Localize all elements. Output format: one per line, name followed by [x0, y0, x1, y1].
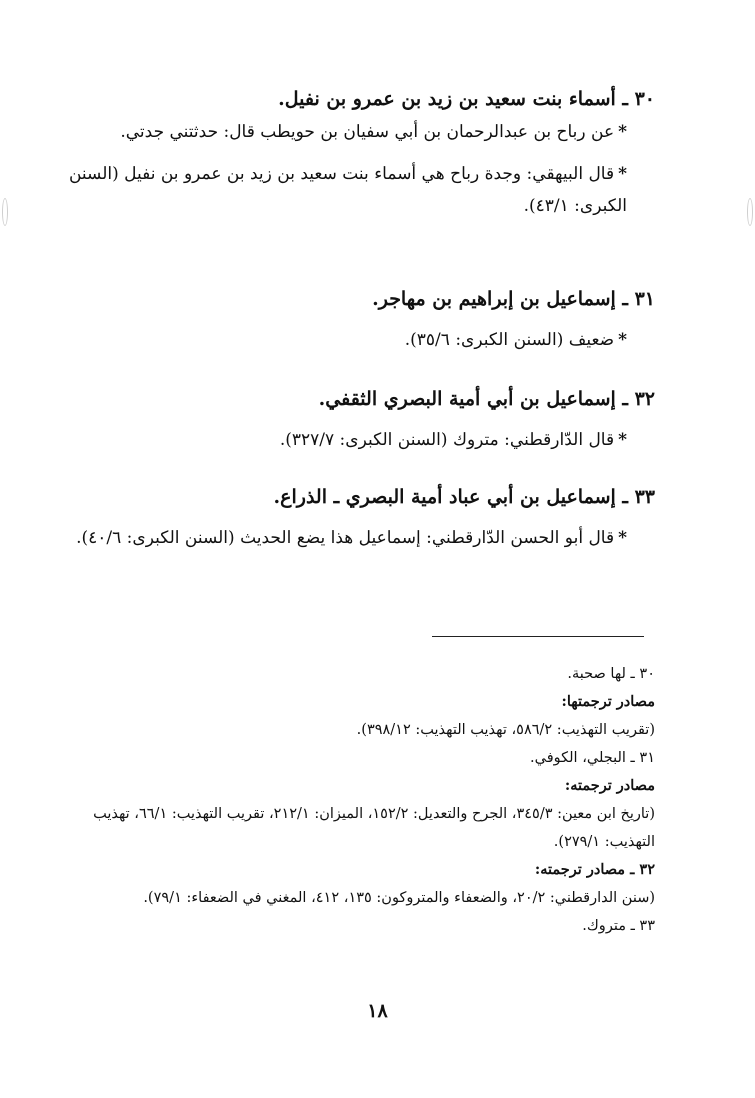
- entry-heading: ٣٠ ـ أسماء بنت سعيد بن زيد بن عمرو بن نفيل.: [278, 88, 655, 110]
- scan-edge-mark: [747, 198, 753, 226]
- footnote-line: ٣٠ ـ لها صحبة.: [567, 666, 655, 682]
- footnote-line: (تاريخ ابن معين: ٣٤٥/٣، الجرح والتعديل: ١٥٢/٢، الميزان: ٢١٢/١، تقريب التهذيب: ٦٦/١، تهذيب التهذيب: ٢٧٩/١).: [93, 806, 655, 850]
- paragraph-text: ضعيف (السنن الكبرى: ٣٥/٦).: [404, 330, 615, 350]
- entry-paragraph: [60, 324, 627, 356]
- entry-heading: ٣١ ـ إسماعيل بن إبراهيم بن مهاجر.: [372, 288, 655, 310]
- paragraph-text: قال الدّارقطني: متروك (السنن الكبرى: ٣٢٧/٧).: [279, 430, 615, 450]
- asterisk-bullet: *: [618, 528, 627, 548]
- footnote-line: ٣٣ ـ متروك.: [582, 918, 655, 934]
- footnote-line: ٣٢ ـ مصادر ترجمته:: [534, 861, 655, 878]
- footnotes: [75, 660, 655, 940]
- paragraph-text: قال البيهقي: وجدة رباح هي أسماء بنت سعيد بن زيد بن عمرو بن نفيل (السنن الكبرى: ٤٣/١).: [68, 164, 627, 216]
- entry-paragraph: [60, 116, 627, 148]
- entry-heading: ٣٣ ـ إسماعيل بن أبي عباد أمية البصري ـ الذراع.: [273, 486, 655, 508]
- paragraph-text: قال أبو الحسن الدّارقطني: إسماعيل هذا يضع الحديث (السنن الكبرى: ٤٠/٦).: [76, 528, 615, 548]
- entry-31: [60, 284, 655, 356]
- entry-paragraph: [60, 424, 627, 456]
- asterisk-bullet: *: [618, 122, 627, 142]
- paragraph-text: عن رباح بن عبدالرحمان بن أبي سفيان بن حويطب قال: حدثتني جدتي.: [120, 122, 615, 142]
- scan-edge-mark: [2, 198, 8, 226]
- entry-heading: ٣٢ ـ إسماعيل بن أبي أمية البصري الثقفي.: [318, 388, 655, 410]
- asterisk-bullet: *: [618, 430, 627, 450]
- footnote-line: (سنن الدارقطني: ٢٠/٢، والضعفاء والمتروكون: ١٣٥، ٤١٢، المغني في الضعفاء: ٧٩/١).: [143, 890, 655, 906]
- entry-32: [60, 384, 655, 456]
- page-number: ١٨: [367, 1000, 388, 1022]
- asterisk-bullet: *: [618, 330, 627, 350]
- footnote-line: ٣١ ـ البجلي، الكوفي.: [530, 750, 655, 766]
- entry-33: [60, 482, 655, 554]
- entry-30: [60, 84, 655, 222]
- entry-paragraph: [60, 158, 627, 222]
- footnote-line: مصادر ترجمتها:: [561, 693, 655, 710]
- footnote-separator: [432, 636, 644, 637]
- footnote-line: (تقريب التهذيب: ٥٨٦/٢، تهذيب التهذيب: ٣٩٨/١٢).: [356, 722, 655, 738]
- asterisk-bullet: *: [618, 164, 627, 184]
- footnote-line: مصادر ترجمته:: [564, 777, 655, 794]
- entry-paragraph: [60, 522, 627, 554]
